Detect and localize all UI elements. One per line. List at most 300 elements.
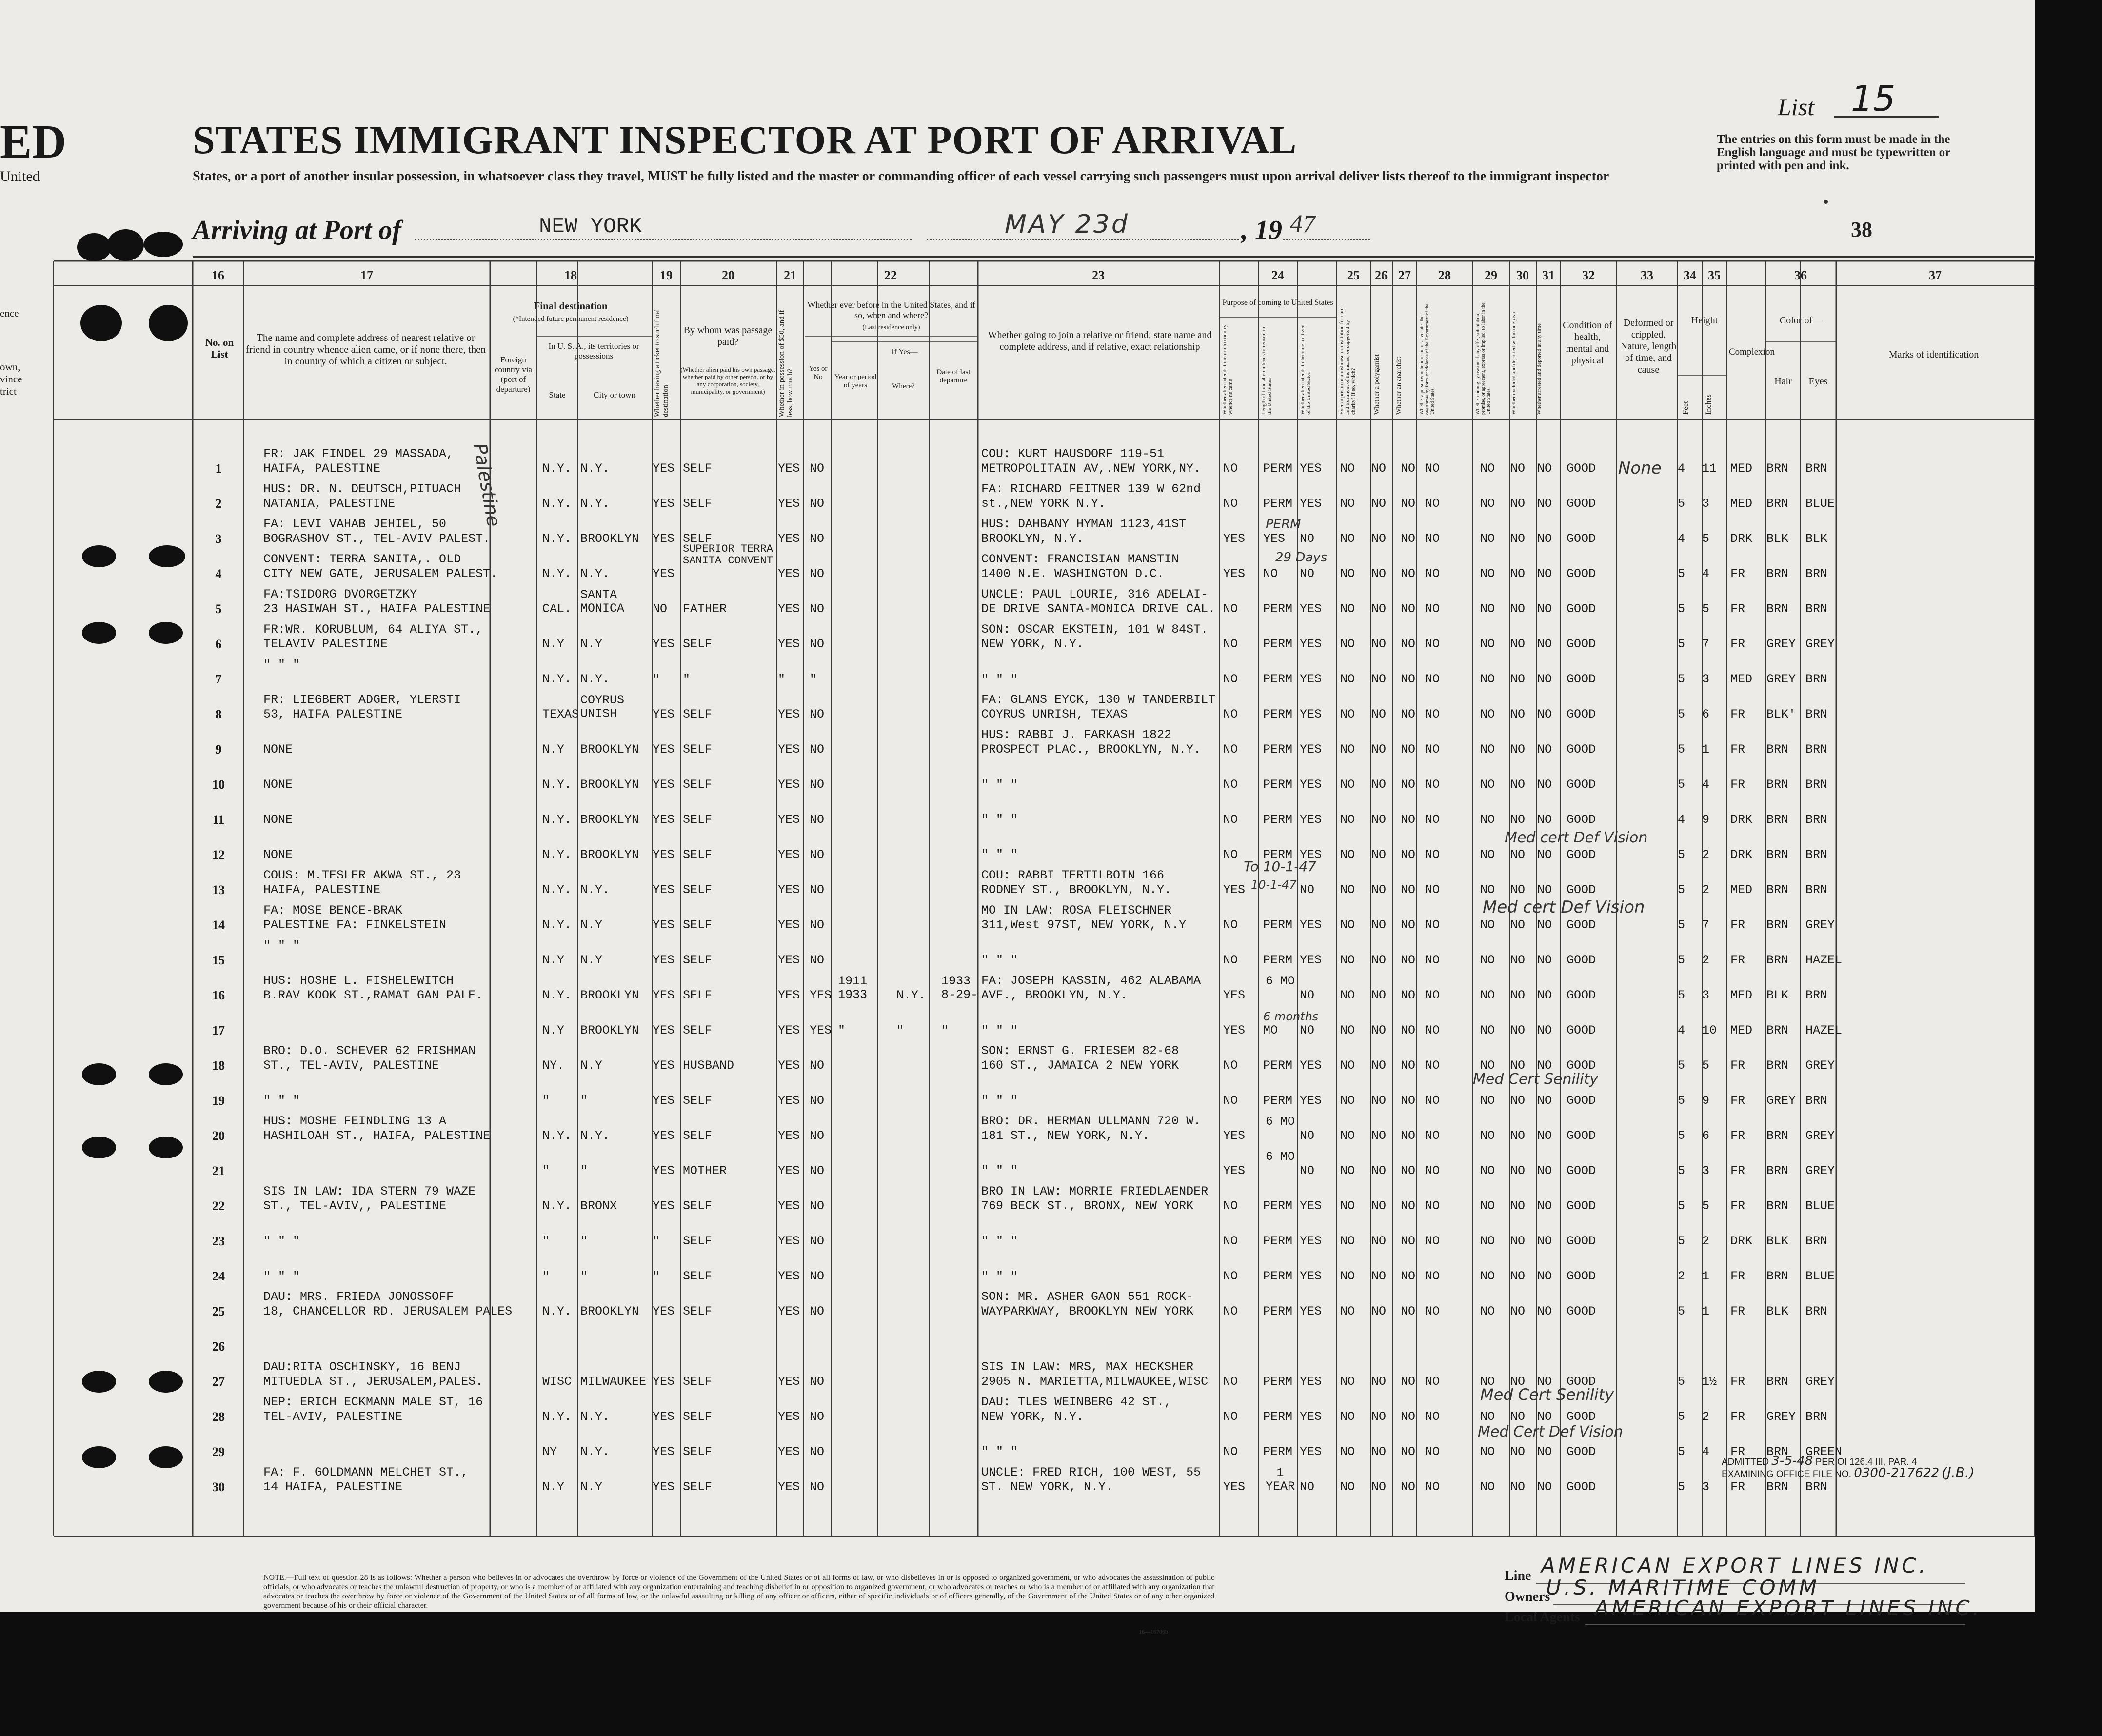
cell-p30: NO [1510, 1410, 1526, 1424]
cell-st: " [542, 1269, 550, 1283]
cell-m50: YES [778, 532, 800, 546]
cell-city: BROOKLYN [580, 532, 639, 546]
cell-in: 1 [1702, 1304, 1710, 1318]
cell-p26: NO [1371, 918, 1387, 932]
binding-hole [77, 233, 111, 261]
cell-p29: NO [1480, 742, 1495, 757]
cell-p25: NO [1340, 567, 1355, 581]
cell-ft: 4 [1678, 532, 1686, 546]
cell-p31: NO [1537, 848, 1552, 862]
cell-p27: NO [1401, 848, 1416, 862]
cell-p31: NO [1537, 1410, 1552, 1424]
cell-b: PERM [1263, 1234, 1293, 1248]
cell-eyes: BRN [1805, 988, 1828, 1002]
cell-dt: " [941, 1023, 949, 1038]
cell-c: NO [1300, 1023, 1315, 1038]
cell-p29: NO [1480, 1410, 1495, 1424]
cell-p29: NO [1480, 813, 1495, 827]
joining-line-1: SIS IN LAW: MRS, MAX HECKSHER [981, 1360, 1194, 1374]
cell-in: 7 [1702, 637, 1710, 651]
cell-p28: NO [1425, 1023, 1440, 1038]
cell-p25: NO [1340, 1058, 1355, 1073]
cell-p31: NO [1537, 1445, 1552, 1459]
joining-line-1: HUS: DAHBANY HYMAN 1123,41ST [981, 517, 1187, 531]
cell-in: 3 [1702, 988, 1710, 1002]
list-number: 15 [1851, 78, 1896, 119]
column-number: 23 [1092, 268, 1105, 282]
cell-ev: NO [810, 778, 825, 792]
cell-m50: YES [778, 1023, 800, 1038]
relative-address-line-2: NONE [263, 848, 293, 862]
cell-dt: 1933 8-29- [941, 974, 978, 1002]
header-eyes: Eyes [1808, 376, 1828, 387]
cell-in: 2 [1702, 1234, 1710, 1248]
cell-ev: NO [810, 1445, 825, 1459]
cell-cx: FR [1730, 1304, 1745, 1318]
relative-address-line-1: FR: LIEGBERT ADGER, YLERSTI [263, 693, 461, 707]
cell-h: GOOD [1567, 1164, 1596, 1178]
arrival-year: 47 [1290, 210, 1315, 238]
cell-paid: SELF [683, 988, 713, 1002]
joining-line-2: " " " [981, 1445, 1018, 1459]
cell-p28: NO [1425, 497, 1440, 511]
cell-p28: NO [1425, 1199, 1440, 1213]
joining-line-2: 181 ST., NEW YORK, N.Y. [981, 1129, 1150, 1143]
cell-st: " [542, 1164, 550, 1178]
cell-ft: 5 [1678, 1234, 1686, 1248]
cell-p27: NO [1401, 813, 1416, 827]
cell-m50: YES [778, 988, 800, 1002]
cell-p30: NO [1510, 1269, 1526, 1283]
cell-h: GOOD [1567, 1480, 1596, 1494]
cell-b: PERM [1263, 637, 1293, 651]
row-number: 24 [212, 1269, 225, 1283]
cell-p25: NO [1340, 1129, 1355, 1143]
cell-eyes: BLUE [1805, 1199, 1835, 1213]
cell-p30: NO [1510, 497, 1526, 511]
cell-p26: NO [1371, 988, 1387, 1002]
cell-p28: NO [1425, 532, 1440, 546]
cell-p29: NO [1480, 532, 1495, 546]
cell-cx: FR [1730, 1199, 1745, 1213]
cell-in: 5 [1702, 532, 1710, 546]
cell-h: GOOD [1567, 742, 1596, 757]
cell-a: NO [1223, 918, 1238, 932]
row-number: 23 [212, 1234, 225, 1248]
cell-tk: YES [653, 497, 675, 511]
cell-p31: NO [1537, 1234, 1552, 1248]
row-number: 1 [215, 461, 222, 476]
cell-p25: NO [1340, 461, 1355, 476]
cell-city: BROOKLYN [580, 778, 639, 792]
cell-p29: NO [1480, 1129, 1495, 1143]
header-yes-no: Yes or No [809, 365, 828, 381]
cell-h: GOOD [1567, 532, 1596, 546]
cell-h: GOOD [1567, 1234, 1596, 1248]
cell-p30: NO [1510, 461, 1526, 476]
cell-in: 2 [1702, 848, 1710, 862]
cell-a: NO [1223, 602, 1238, 616]
cell-ft: 5 [1678, 1058, 1686, 1073]
cell-a: NO [1223, 637, 1238, 651]
relative-address-line-1: HUS: MOSHE FEINDLING 13 A [263, 1114, 447, 1128]
cell-p29: NO [1480, 602, 1495, 616]
relative-address-line-1: DAU:RITA OSCHINSKY, 16 BENJ [263, 1360, 461, 1374]
handwritten-none: None [1618, 459, 1662, 478]
agents-underline [1585, 1624, 1965, 1625]
cell-hair: BRN [1766, 1445, 1789, 1459]
cell-b: PERM [1263, 742, 1293, 757]
row-number: 21 [212, 1164, 225, 1178]
cell-p27: NO [1401, 778, 1416, 792]
cell-ev: NO [810, 532, 825, 546]
cell-paid: SELF [683, 1480, 713, 1494]
cell-p29: NO [1480, 1304, 1495, 1318]
cell-cx: MED [1730, 988, 1753, 1002]
cell-b: PERM [1263, 497, 1293, 511]
cell-p26: NO [1371, 1445, 1387, 1459]
header-no-on-list: No. on List [205, 337, 234, 360]
cell-paid: SELF [683, 883, 713, 897]
joining-line-2: st.,NEW YORK N.Y. [981, 497, 1106, 511]
cell-hair: BLK [1766, 532, 1789, 546]
relative-address-line-2: B.RAV KOOK ST.,RAMAT GAN PALE. [263, 988, 483, 1002]
cell-city: BROOKLYN [580, 848, 639, 862]
cell-paid: HUSBAND [683, 1058, 734, 1073]
cell-a: NO [1223, 1199, 1238, 1213]
joining-line-2: DE DRIVE SANTA-MONICA DRIVE CAL. [981, 602, 1216, 616]
cell-ft: 5 [1678, 848, 1686, 862]
cell-p31: NO [1537, 1199, 1552, 1213]
cell-ev: NO [810, 883, 825, 897]
cell-tk: YES [653, 1094, 675, 1108]
cell-ft: 5 [1678, 497, 1686, 511]
header-passage-note: (Whether alien paid his own passage, whether paid by other person, or by any corporation, society, municipality, or government) [680, 366, 775, 395]
cell-tk: " [653, 1234, 660, 1248]
cell-st: N.Y. [542, 918, 572, 932]
header-overthrow: Whether a person who believes in or advocates the overthrow by force or violence of the Government of the United States [1419, 303, 1435, 415]
cell-p29: NO [1480, 672, 1495, 686]
cell-p25: NO [1340, 532, 1355, 546]
cell-p26: NO [1371, 497, 1387, 511]
header-where: Where? [892, 382, 915, 390]
cell-p26: NO [1371, 1058, 1387, 1073]
cell-tk: YES [653, 778, 675, 792]
cell-in: 7 [1702, 918, 1710, 932]
cell-c: YES [1300, 637, 1322, 651]
cell-p25: NO [1340, 602, 1355, 616]
cell-p29: NO [1480, 1445, 1495, 1459]
cell-p29: NO [1480, 848, 1495, 862]
cell-tk: YES [653, 707, 675, 721]
cell-b: PERM [1263, 672, 1293, 686]
cell-p29: NO [1480, 1164, 1495, 1178]
cell-p31: NO [1537, 883, 1552, 897]
cell-p25: NO [1340, 883, 1355, 897]
cell-p26: NO [1371, 1234, 1387, 1248]
cell-a: NO [1223, 1234, 1238, 1248]
cell-city: " [580, 1234, 588, 1248]
cell-in: 1 [1702, 1269, 1710, 1283]
cell-p26: NO [1371, 1410, 1387, 1424]
cell-p30: NO [1510, 1375, 1526, 1389]
row-number: 16 [212, 988, 225, 1002]
cell-a: NO [1223, 1445, 1238, 1459]
binding-hole [149, 1063, 183, 1085]
cell-p25: NO [1340, 778, 1355, 792]
column-number: 26 [1375, 268, 1388, 282]
cell-c: YES [1300, 1199, 1322, 1213]
cell-p31: NO [1537, 988, 1552, 1002]
cell-b: PERM [1263, 848, 1293, 862]
row-number: 5 [215, 602, 222, 616]
handwritten-med-cert-29: Med Cert Def Vision [1478, 1423, 1623, 1440]
cell-p30: NO [1510, 742, 1526, 757]
cell-b: PERM [1263, 1269, 1293, 1283]
cell-ft: 5 [1678, 567, 1686, 581]
cell-in: 3 [1702, 1480, 1710, 1494]
cell-m50: YES [778, 1410, 800, 1424]
cell-p27: NO [1401, 637, 1416, 651]
cell-b: PERM [1263, 707, 1293, 721]
cell-tk: YES [653, 461, 675, 476]
cell-hair: BRN [1766, 461, 1789, 476]
cell-p28: NO [1425, 1234, 1440, 1248]
cell-eyes: GREY [1805, 1375, 1835, 1389]
joining-line-2: PROSPECT PLAC., BROOKLYN, N.Y. [981, 742, 1201, 757]
cell-st: N.Y [542, 1023, 565, 1038]
joining-line-2: 769 BECK ST., BRONX, NEW YORK [981, 1199, 1194, 1213]
column-number: 37 [1929, 268, 1942, 282]
cell-c: YES [1300, 1094, 1322, 1108]
cell-b: PERM [1263, 918, 1293, 932]
cell-st: N.Y. [542, 1199, 572, 1213]
cell-cx: FR [1730, 1410, 1745, 1424]
cell-a: NO [1223, 813, 1238, 827]
cell-p29: NO [1480, 988, 1495, 1002]
cell-eyes: BRN [1805, 883, 1828, 897]
cell-p29: NO [1480, 918, 1495, 932]
cell-a: NO [1223, 848, 1238, 862]
cell-paid: " [683, 672, 691, 686]
binding-hole [82, 1371, 116, 1393]
handwritten-to-date: To 10-1-47 [1244, 858, 1316, 875]
cell-p30: NO [1510, 637, 1526, 651]
joining-line-2: RODNEY ST., BROOKLYN, N.Y. [981, 883, 1172, 897]
cell-ft: 5 [1678, 672, 1686, 686]
cell-ft: 4 [1678, 1023, 1686, 1038]
cell-p30: NO [1510, 1445, 1526, 1459]
cell-p28: NO [1425, 813, 1440, 827]
cell-tk: NO [653, 602, 668, 616]
cell-tk: YES [653, 567, 675, 581]
cell-st: N.Y. [542, 532, 572, 546]
binding-hole [149, 1446, 183, 1468]
row-number: 29 [212, 1445, 225, 1459]
row-number: 6 [215, 637, 222, 651]
cell-city: COYRUS UNISH [580, 693, 625, 721]
cell-p28: NO [1425, 778, 1440, 792]
joining-line-2: " " " [981, 953, 1018, 967]
cell-m50: YES [778, 1094, 800, 1108]
cell-p30: NO [1510, 1164, 1526, 1178]
joining-line-2: " " " [981, 1234, 1018, 1248]
cell-p29: NO [1480, 567, 1495, 581]
cell-p30: NO [1510, 953, 1526, 967]
cell-p31: NO [1537, 813, 1552, 827]
column-number: 34 [1684, 268, 1696, 282]
cell-p26: NO [1371, 1304, 1387, 1318]
cell-p25: NO [1340, 497, 1355, 511]
cell-eyes: HAZEL [1805, 953, 1843, 967]
joining-line-1: SON: MR. ASHER GAON 551 ROCK- [981, 1290, 1194, 1304]
cell-p27: NO [1401, 602, 1416, 616]
header-prison: Ever in prison or almshouse or institution for care and treatment of the insane, or supported by charity? If so, which? [1339, 307, 1356, 415]
cell-p30: NO [1510, 988, 1526, 1002]
cell-p28: NO [1425, 848, 1440, 862]
cell-c: YES [1300, 1445, 1322, 1459]
binding-hole [149, 622, 183, 644]
header-complexion: Complexion [1729, 347, 1775, 357]
admitted-label: ADMITTED [1722, 1457, 1769, 1467]
cell-st: N.Y [542, 637, 565, 651]
cell-st: WISC [542, 1375, 572, 1389]
row-number: 18 [212, 1058, 225, 1073]
cell-p27: NO [1401, 1234, 1416, 1248]
cell-c: YES [1300, 461, 1322, 476]
cell-hair: BLK' [1766, 707, 1796, 721]
cell-p26: NO [1371, 742, 1387, 757]
cell-p29: NO [1480, 1094, 1495, 1108]
cell-city: N.Y. [580, 567, 610, 581]
cell-in: 5 [1702, 1058, 1710, 1073]
cell-p25: NO [1340, 1164, 1355, 1178]
cell-p27: NO [1401, 1199, 1416, 1213]
cell-p25: NO [1340, 1480, 1355, 1494]
cell-eyes: BLUE [1805, 497, 1835, 511]
handwritten-med-cert-14: Med cert Def Vision [1483, 898, 1645, 917]
cell-st: " [542, 1234, 550, 1248]
cell-h: GOOD [1567, 1375, 1596, 1389]
cell-b: MO [1263, 1023, 1278, 1038]
cell-m50: YES [778, 848, 800, 862]
cell-ev: NO [810, 461, 825, 476]
cell-tk: " [653, 672, 660, 686]
cell-p26: NO [1371, 883, 1387, 897]
cell-p27: NO [1401, 672, 1416, 686]
cell-b: 6 MO [1265, 974, 1295, 988]
header-year: Year or period of years [834, 373, 876, 389]
cell-c: YES [1300, 672, 1322, 686]
cell-a: YES [1223, 1023, 1246, 1038]
cell-ev: NO [810, 1058, 825, 1073]
cell-cx: FR [1730, 778, 1745, 792]
cell-city: " [580, 1269, 588, 1283]
cell-city: BROOKLYN [580, 813, 639, 827]
cell-a: NO [1223, 1375, 1238, 1389]
cell-eyes: BRN [1805, 848, 1828, 862]
joining-line-1: MO IN LAW: ROSA FLEISCHNER [981, 903, 1172, 918]
cell-p25: NO [1340, 988, 1355, 1002]
cell-p28: NO [1425, 461, 1440, 476]
cell-ft: 4 [1678, 813, 1686, 827]
cell-h: GOOD [1567, 1410, 1596, 1424]
cell-p31: NO [1537, 602, 1552, 616]
relative-address-line-1: FA: MOSE BENCE-BRAK [263, 903, 403, 918]
cell-p28: NO [1425, 742, 1440, 757]
cell-p26: NO [1371, 1129, 1387, 1143]
cell-eyes: GREY [1805, 637, 1835, 651]
cell-st: N.Y. [542, 813, 572, 827]
cell-city: MILWAUKEE [580, 1375, 647, 1389]
cell-p30: NO [1510, 1129, 1526, 1143]
cell-m50: YES [778, 813, 800, 827]
cell-wh: N.Y. [896, 988, 926, 1002]
cell-b: PERM [1263, 1445, 1293, 1459]
relative-address-line-1: FA: LEVI VAHAB JEHIEL, 50 [263, 517, 447, 531]
cell-st: N.Y [542, 742, 565, 757]
cell-city: BROOKLYN [580, 988, 639, 1002]
cell-p30: NO [1510, 848, 1526, 862]
cell-p30: NO [1510, 707, 1526, 721]
cell-p31: NO [1537, 1094, 1552, 1108]
cell-p31: NO [1537, 1480, 1552, 1494]
cell-p28: NO [1425, 1375, 1440, 1389]
header-feet: Feet [1682, 401, 1690, 415]
cell-m50: YES [778, 707, 800, 721]
relative-address-line-1: " " " [263, 938, 300, 953]
cell-p28: NO [1425, 953, 1440, 967]
cell-ev: NO [810, 848, 825, 862]
joining-line-1: FA: RICHARD FEITNER 139 W 62nd [981, 482, 1201, 496]
joining-line-1: UNCLE: PAUL LOURIE, 316 ADELAI- [981, 587, 1209, 601]
cell-hair: BRN [1766, 1023, 1789, 1038]
row-number: 22 [212, 1199, 225, 1213]
cell-paid: SELF [683, 953, 713, 967]
cell-hair: BRN [1766, 918, 1789, 932]
cell-city: BROOKLYN [580, 1304, 639, 1318]
cell-st: N.Y. [542, 778, 572, 792]
cell-p28: NO [1425, 988, 1440, 1002]
cell-cx: FR [1730, 637, 1745, 651]
cell-c: YES [1300, 1304, 1322, 1318]
joining-line-1: FA: GLANS EYCK, 130 W TANDERBILT [981, 693, 1216, 707]
row-number: 4 [215, 567, 222, 581]
cell-hair: GREY [1766, 637, 1796, 651]
cell-p25: NO [1340, 1410, 1355, 1424]
cell-c: NO [1300, 1129, 1315, 1143]
cell-b: PERM [1263, 1304, 1293, 1318]
column-number: 25 [1347, 268, 1360, 282]
cell-p26: NO [1371, 1269, 1387, 1283]
cell-a: NO [1223, 461, 1238, 476]
cell-p25: NO [1340, 1199, 1355, 1213]
cell-hair: BLK [1766, 988, 1789, 1002]
left-header-fragment-2: own, [0, 361, 20, 373]
cell-ev: NO [810, 1375, 825, 1389]
cell-p29: NO [1480, 707, 1495, 721]
cell-tk: YES [653, 953, 675, 967]
cell-hair: BRN [1766, 1480, 1789, 1494]
joining-line-2: NEW YORK, N.Y. [981, 1410, 1084, 1424]
cell-cx: FR [1730, 918, 1745, 932]
cell-p26: NO [1371, 953, 1387, 967]
cell-paid: FATHER [683, 602, 727, 616]
cell-tk: YES [653, 848, 675, 862]
header-arrested: Whether arrested and deported at any time [1536, 323, 1542, 415]
handwritten-med-cert-12: Med cert Def Vision [1505, 829, 1648, 846]
stamp-initials: (J.B.) [1942, 1464, 1975, 1480]
